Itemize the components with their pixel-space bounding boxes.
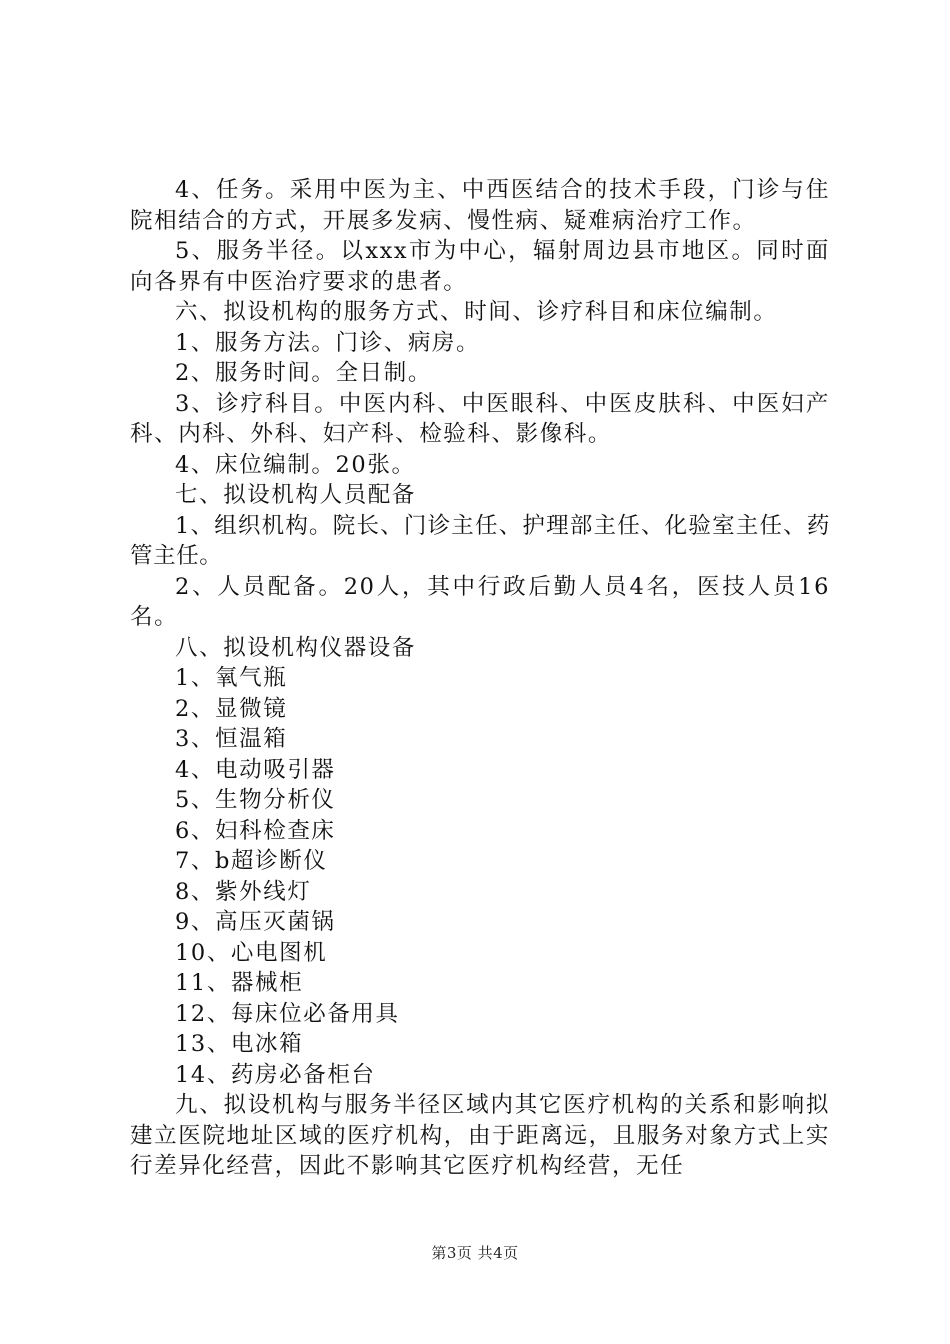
equipment-item: 7、b超诊断仪 [175, 848, 328, 874]
paragraph-bed-count: 4、床位编制。20张。 [175, 451, 416, 478]
document-body [130, 175, 830, 1182]
equipment-item: 14、药房必备柜台 [175, 1061, 376, 1088]
paragraph-service-time: 2、服务时间。全日制。 [175, 360, 432, 386]
equipment-item: 9、高压灭菌锅 [175, 909, 336, 935]
equipment-item: 1、氧气瓶 [175, 665, 288, 691]
equipment-item: 13、电冰箱 [175, 1031, 304, 1057]
paragraph-service-method: 1、服务方法。门诊、病房。 [175, 329, 481, 356]
paragraph-staffing: 2、人员配备。20人，其中行政后勤人员4名，医技人员16名。 [130, 573, 830, 630]
section-heading-nine: 九、拟设机构与服务半径区域内其它医疗机构的关系和影响拟建立医院地址区域的医疗机构，由于距离远，且服务对象方式上实行差异化经营，因此不影响其它医疗机构经营，无任 [130, 1092, 830, 1179]
equipment-item: 11、器械柜 [175, 970, 304, 996]
equipment-item: 12、每床位必备用具 [175, 1000, 400, 1027]
paragraph-task: 4、任务。采用中医为主、中西医结合的技术手段，门诊与住院相结合的方式，开展多发病、慢性病、疑难病治疗工作。 [130, 177, 830, 234]
equipment-item: 6、妇科检查床 [175, 817, 336, 844]
paragraph-service-radius: 5、服务半径。以xxx市为中心，辐射周边县市地区。同时面向各界有中医治疗要求的患者。 [130, 238, 830, 295]
section-heading-seven: 七、拟设机构人员配备 [175, 482, 417, 508]
page-number-footer: 第3页 共4页 [431, 1244, 519, 1262]
section-heading-eight: 八、拟设机构仪器设备 [175, 634, 417, 661]
paragraph-organization: 1、组织机构。院长、门诊主任、护理部主任、化验室主任、药管主任。 [130, 512, 830, 569]
equipment-item: 4、电动吸引器 [175, 756, 336, 783]
paragraph-departments: 3、诊疗科目。中医内科、中医眼科、中医皮肤科、中医妇产科、内科、外科、妇产科、检验科、影像科。 [130, 390, 830, 447]
equipment-item: 8、紫外线灯 [175, 878, 312, 905]
section-heading-six: 六、拟设机构的服务方式、时间、诊疗科目和床位编制。 [175, 299, 778, 325]
equipment-item: 2、显微镜 [175, 695, 288, 722]
equipment-item: 3、恒温箱 [175, 726, 288, 752]
equipment-item: 10、心电图机 [175, 939, 328, 966]
equipment-item: 5、生物分析仪 [175, 787, 336, 813]
